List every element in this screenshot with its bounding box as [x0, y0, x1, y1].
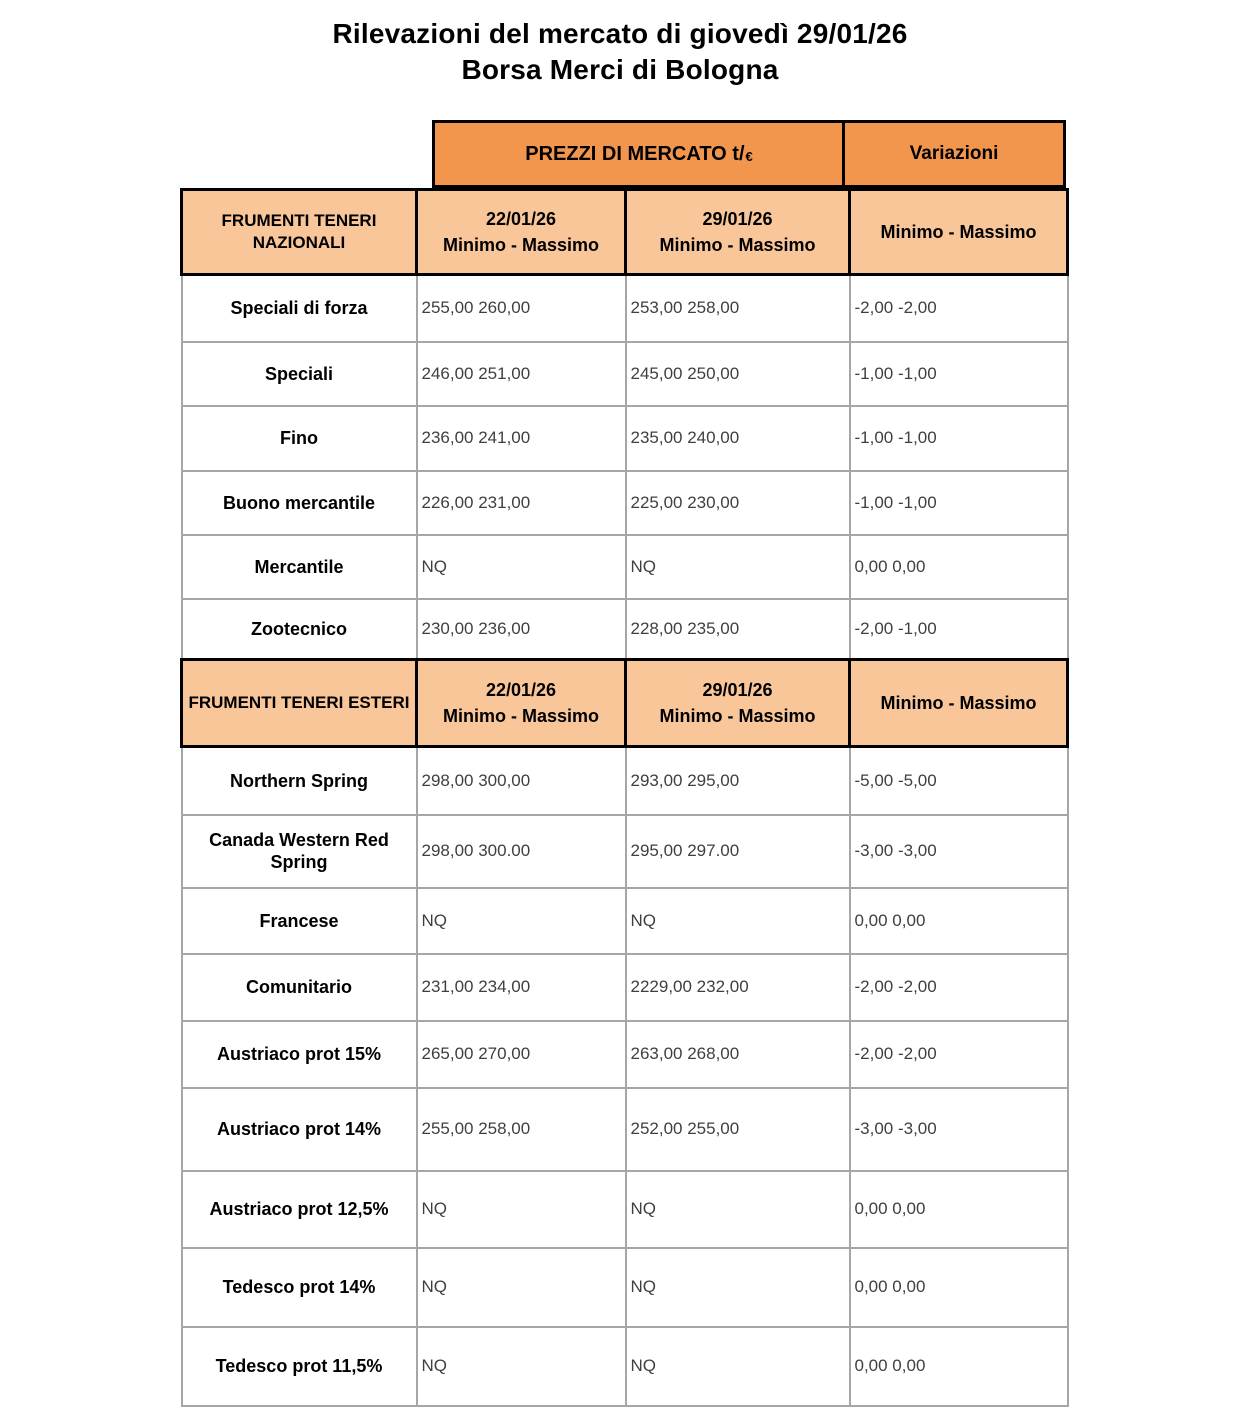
price-prev: 265,00 270,00 — [417, 1021, 626, 1088]
price-prev: 230,00 236,00 — [417, 599, 626, 660]
col-header-variation — [850, 190, 1068, 275]
minmax-label: Minimo - Massimo — [659, 706, 816, 726]
price-curr: 295,00 297.00 — [626, 815, 850, 888]
commodity-label: Austriaco prot 14% — [182, 1088, 417, 1171]
commodity-label: Canada Western Red Spring — [182, 815, 417, 888]
commodity-label: Northern Spring — [182, 747, 417, 815]
price-curr: 253,00 258,00 — [626, 275, 850, 342]
commodity-label: Mercantile — [182, 535, 417, 599]
variation: 0,00 0,00 — [850, 1327, 1068, 1406]
table-row — [182, 535, 1068, 599]
price-prev: 255,00 260,00 — [417, 275, 626, 342]
minmax-label: Minimo - Massimo — [880, 693, 1037, 713]
prezzi-label: PREZZI DI MERCATO t/ — [525, 142, 745, 165]
variation: -3,00 -3,00 — [850, 815, 1068, 888]
price-curr: 228,00 235,00 — [626, 599, 850, 660]
commodity-label: Tedesco prot 14% — [182, 1248, 417, 1327]
price-curr: 225,00 230,00 — [626, 471, 850, 535]
table-row — [182, 406, 1068, 471]
variation: -2,00 -2,00 — [850, 275, 1068, 342]
price-curr: NQ — [626, 1171, 850, 1248]
variation: -5,00 -5,00 — [850, 747, 1068, 815]
section-label: FRUMENTI TENERI NAZIONALI — [182, 190, 417, 275]
commodity-label: Speciali — [182, 342, 417, 406]
price-prev: 246,00 251,00 — [417, 342, 626, 406]
page-title-line1: Rilevazioni del mercato di giovedì 29/01/26 — [332, 18, 908, 49]
date-curr: 29/01/26 — [702, 680, 773, 700]
price-curr: NQ — [626, 1327, 850, 1406]
commodity-label: Tedesco prot 11,5% — [182, 1327, 417, 1406]
col-header-curr-date — [626, 660, 850, 747]
commodity-label: Comunitario — [182, 954, 417, 1021]
table-row — [182, 471, 1068, 535]
table-row — [182, 1021, 1068, 1088]
price-curr: 263,00 268,00 — [626, 1021, 850, 1088]
table-row — [182, 1248, 1068, 1327]
price-prev: 298,00 300.00 — [417, 815, 626, 888]
date-curr: 29/01/26 — [702, 209, 773, 229]
price-prev: NQ — [417, 535, 626, 599]
price-prev: 255,00 258,00 — [417, 1088, 626, 1171]
minmax-label: Minimo - Massimo — [442, 235, 599, 255]
price-prev: 226,00 231,00 — [417, 471, 626, 535]
minmax-label: Minimo - Massimo — [442, 706, 599, 726]
commodity-label: Buono mercantile — [182, 471, 417, 535]
table-row — [182, 888, 1068, 954]
price-prev: NQ — [417, 1171, 626, 1248]
section-header-row-esteri — [182, 660, 1068, 747]
variation: 0,00 0,00 — [850, 1171, 1068, 1248]
prezzi-di-mercato-header: PREZZI DI MERCATO t/ $_€$ — [432, 120, 845, 188]
variation: -2,00 -1,00 — [850, 599, 1068, 660]
commodity-label: Fino — [182, 406, 417, 471]
date-prev: 22/01/26 — [485, 209, 557, 229]
price-curr: NQ — [626, 535, 850, 599]
commodity-label: Zootecnico — [182, 599, 417, 660]
table-row — [182, 1088, 1068, 1171]
date-prev: 22/01/26 — [485, 680, 557, 700]
table-row — [182, 342, 1068, 406]
market-table — [180, 188, 1069, 1407]
variazioni-label: Variazioni — [909, 143, 999, 164]
variation: -1,00 -1,00 — [850, 406, 1068, 471]
section-header-row-nazionali — [182, 190, 1068, 275]
top-header — [432, 120, 1066, 188]
variation: -2,00 -2,00 — [850, 1021, 1068, 1088]
price-curr: 245,00 250,00 — [626, 342, 850, 406]
variation: 0,00 0,00 — [850, 535, 1068, 599]
price-prev: NQ — [417, 1327, 626, 1406]
table-row — [182, 1327, 1068, 1406]
minmax-label: Minimo - Massimo — [880, 222, 1037, 242]
price-curr: 293,00 295,00 — [626, 747, 850, 815]
price-curr: NQ — [626, 888, 850, 954]
commodity-label: Austriaco prot 12,5% — [182, 1171, 417, 1248]
page-title — [0, 16, 1240, 88]
col-header-prev-date — [417, 190, 626, 275]
variation: 0,00 0,00 — [850, 888, 1068, 954]
price-prev: 298,00 300,00 — [417, 747, 626, 815]
price-curr: 235,00 240,00 — [626, 406, 850, 471]
variazioni-header — [845, 120, 1066, 188]
table-row — [182, 599, 1068, 660]
price-prev: 231,00 234,00 — [417, 954, 626, 1021]
variation: -1,00 -1,00 — [850, 471, 1068, 535]
variation: -1,00 -1,00 — [850, 342, 1068, 406]
price-curr: 2229,00 232,00 — [626, 954, 850, 1021]
commodity-label: Speciali di forza — [182, 275, 417, 342]
col-header-curr-date — [626, 190, 850, 275]
section-label: FRUMENTI TENERI ESTERI — [182, 660, 417, 747]
table-row — [182, 815, 1068, 888]
price-curr: 252,00 255,00 — [626, 1088, 850, 1171]
table-row — [182, 275, 1068, 342]
commodity-label: Francese — [182, 888, 417, 954]
price-prev: 236,00 241,00 — [417, 406, 626, 471]
col-header-variation — [850, 660, 1068, 747]
page-title-line2: Borsa Merci di Bologna — [461, 54, 779, 85]
table-row — [182, 1171, 1068, 1248]
variation: 0,00 0,00 — [850, 1248, 1068, 1327]
commodity-label: Austriaco prot 15% — [182, 1021, 417, 1088]
minmax-label: Minimo - Massimo — [659, 235, 816, 255]
price-prev: NQ — [417, 1248, 626, 1327]
price-curr: NQ — [626, 1248, 850, 1327]
variation: -3,00 -3,00 — [850, 1088, 1068, 1171]
table-row — [182, 954, 1068, 1021]
table-row — [182, 747, 1068, 815]
col-header-prev-date — [417, 660, 626, 747]
variation: -2,00 -2,00 — [850, 954, 1068, 1021]
price-prev: NQ — [417, 888, 626, 954]
